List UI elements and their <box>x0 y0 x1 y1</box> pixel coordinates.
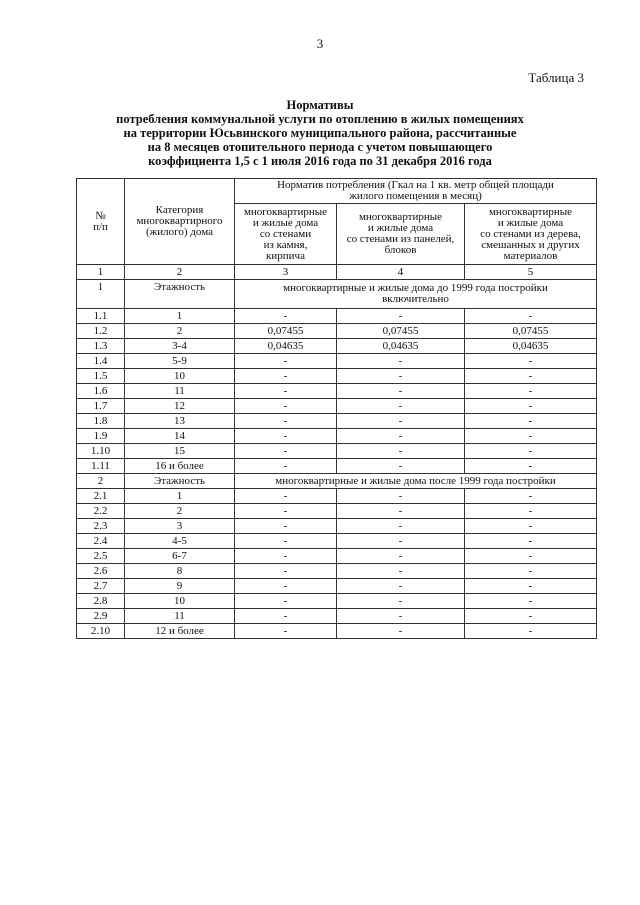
value-stone-brick: - <box>235 534 337 549</box>
value-wood-mixed: - <box>465 459 597 474</box>
row-number: 2.10 <box>77 624 125 639</box>
floors-count: 8 <box>125 564 235 579</box>
value-panel-block: - <box>337 444 465 459</box>
value-wood-mixed: - <box>465 594 597 609</box>
value-panel-block: - <box>337 609 465 624</box>
table-row <box>77 519 597 534</box>
value-wood-mixed: - <box>465 369 597 384</box>
table-row <box>77 399 597 414</box>
value-panel-block: - <box>337 624 465 639</box>
column-index-row <box>77 265 597 280</box>
column-index: 4 <box>337 265 465 280</box>
table-row <box>77 339 597 354</box>
value-panel-block: - <box>337 564 465 579</box>
value-stone-brick: - <box>235 459 337 474</box>
row-number: 2.4 <box>77 534 125 549</box>
title-line: на территории Юсьвинского муниципального района, рассчитанные <box>123 126 517 140</box>
value-panel-block: 0,07455 <box>337 324 465 339</box>
table-row <box>77 429 597 444</box>
group-label: многоквартирные и жилые дома до 1999 года постройки включительно <box>235 280 597 309</box>
value-stone-brick: - <box>235 444 337 459</box>
table-row <box>77 579 597 594</box>
value-stone-brick: 0,04635 <box>235 339 337 354</box>
row-number: 1.10 <box>77 444 125 459</box>
value-stone-brick: - <box>235 504 337 519</box>
title-line: коэффициента 1,5 с 1 июля 2016 года по 31 декабря 2016 года <box>148 154 492 168</box>
floors-count: 13 <box>125 414 235 429</box>
value-stone-brick: - <box>235 414 337 429</box>
value-wood-mixed: - <box>465 399 597 414</box>
floors-count: 2 <box>125 324 235 339</box>
table-row <box>77 564 597 579</box>
value-stone-brick: - <box>235 369 337 384</box>
floors-count: 12 <box>125 399 235 414</box>
row-number: 1.6 <box>77 384 125 399</box>
column-index: 1 <box>77 265 125 280</box>
value-wood-mixed: - <box>465 609 597 624</box>
value-wood-mixed: - <box>465 624 597 639</box>
value-wood-mixed: - <box>465 579 597 594</box>
floors-count: 15 <box>125 444 235 459</box>
value-wood-mixed: 0,07455 <box>465 324 597 339</box>
value-panel-block: - <box>337 384 465 399</box>
value-wood-mixed: - <box>465 444 597 459</box>
value-wood-mixed: 0,04635 <box>465 339 597 354</box>
table-row <box>77 504 597 519</box>
value-wood-mixed: - <box>465 429 597 444</box>
value-stone-brick: - <box>235 519 337 534</box>
value-wood-mixed: - <box>465 549 597 564</box>
value-wood-mixed: - <box>465 384 597 399</box>
value-stone-brick: - <box>235 609 337 624</box>
floors-count: 5-9 <box>125 354 235 369</box>
floors-count: 3-4 <box>125 339 235 354</box>
value-panel-block: - <box>337 354 465 369</box>
value-panel-block: - <box>337 429 465 444</box>
row-number: 1.2 <box>77 324 125 339</box>
group-num: 1 <box>77 280 125 309</box>
value-panel-block: - <box>337 309 465 324</box>
value-stone-brick: - <box>235 549 337 564</box>
value-stone-brick: - <box>235 594 337 609</box>
value-wood-mixed: - <box>465 309 597 324</box>
floors-count: 11 <box>125 609 235 624</box>
value-panel-block: 0,04635 <box>337 339 465 354</box>
table-row <box>77 324 597 339</box>
group-num: 2 <box>77 474 125 489</box>
value-panel-block: - <box>337 399 465 414</box>
value-panel-block: - <box>337 489 465 504</box>
value-stone-brick: - <box>235 399 337 414</box>
floors-count: 1 <box>125 309 235 324</box>
row-number: 1.1 <box>77 309 125 324</box>
header-col5: многоквартирные и жилые дома со стенами из дерева, смешанных и других материалов <box>465 204 597 265</box>
value-panel-block: - <box>337 504 465 519</box>
column-index: 3 <box>235 265 337 280</box>
floors-count: 11 <box>125 384 235 399</box>
table-row <box>77 489 597 504</box>
row-number: 2.7 <box>77 579 125 594</box>
group-header-row <box>77 474 597 489</box>
floors-count: 16 и более <box>125 459 235 474</box>
group-label: многоквартирные и жилые дома после 1999 года постройки <box>235 474 597 489</box>
header-norm-group: Норматив потребления (Гкал на 1 кв. метр общей площади жилого помещения в месяц) <box>235 179 597 204</box>
row-number: 2.5 <box>77 549 125 564</box>
table-row <box>77 459 597 474</box>
page-number: 3 <box>316 36 324 51</box>
row-number: 2.3 <box>77 519 125 534</box>
value-panel-block: - <box>337 369 465 384</box>
group-category: Этажность <box>125 280 235 309</box>
value-wood-mixed: - <box>465 534 597 549</box>
value-panel-block: - <box>337 549 465 564</box>
value-panel-block: - <box>337 594 465 609</box>
norms-table-body <box>77 179 597 639</box>
floors-count: 1 <box>125 489 235 504</box>
document-title <box>70 98 570 168</box>
floors-count: 3 <box>125 519 235 534</box>
header-num: № п/п <box>77 179 125 265</box>
header-category: Категория многоквартирного (жилого) дома <box>125 179 235 265</box>
table-row <box>77 414 597 429</box>
value-stone-brick: - <box>235 624 337 639</box>
value-stone-brick: - <box>235 354 337 369</box>
floors-count: 12 и более <box>125 624 235 639</box>
title-line: Нормативы <box>286 98 354 112</box>
value-wood-mixed: - <box>465 489 597 504</box>
row-number: 2.2 <box>77 504 125 519</box>
group-category: Этажность <box>125 474 235 489</box>
floors-count: 6-7 <box>125 549 235 564</box>
value-wood-mixed: - <box>465 414 597 429</box>
floors-count: 10 <box>125 594 235 609</box>
table-label: Таблица 3 <box>528 70 584 85</box>
row-number: 1.11 <box>77 459 125 474</box>
header-col3: многоквартирные и жилые дома со стенами из камня, кирпича <box>235 204 337 265</box>
value-wood-mixed: - <box>465 354 597 369</box>
floors-count: 4-5 <box>125 534 235 549</box>
value-wood-mixed: - <box>465 519 597 534</box>
table-row <box>77 309 597 324</box>
title-line: на 8 месяцев отопительного периода с учетом повышающего <box>147 140 493 154</box>
value-stone-brick: - <box>235 384 337 399</box>
table-row <box>77 549 597 564</box>
floors-count: 14 <box>125 429 235 444</box>
title-line: потребления коммунальной услуги по отоплению в жилых помещениях <box>116 112 524 126</box>
table-row <box>77 384 597 399</box>
row-number: 1.7 <box>77 399 125 414</box>
row-number: 2.1 <box>77 489 125 504</box>
row-number: 2.8 <box>77 594 125 609</box>
table-row <box>77 369 597 384</box>
row-number: 1.9 <box>77 429 125 444</box>
table-row <box>77 594 597 609</box>
value-stone-brick: - <box>235 564 337 579</box>
column-index: 2 <box>125 265 235 280</box>
row-number: 2.9 <box>77 609 125 624</box>
table-row <box>77 534 597 549</box>
floors-count: 10 <box>125 369 235 384</box>
row-number: 2.6 <box>77 564 125 579</box>
group-header-row <box>77 280 597 309</box>
table-row <box>77 444 597 459</box>
row-number: 1.5 <box>77 369 125 384</box>
value-panel-block: - <box>337 519 465 534</box>
table-row <box>77 354 597 369</box>
value-stone-brick: 0,07455 <box>235 324 337 339</box>
value-stone-brick: - <box>235 579 337 594</box>
value-wood-mixed: - <box>465 504 597 519</box>
row-number: 1.3 <box>77 339 125 354</box>
table-row <box>77 624 597 639</box>
value-panel-block: - <box>337 579 465 594</box>
value-panel-block: - <box>337 414 465 429</box>
column-index: 5 <box>465 265 597 280</box>
value-wood-mixed: - <box>465 564 597 579</box>
floors-count: 2 <box>125 504 235 519</box>
value-stone-brick: - <box>235 309 337 324</box>
norms-table <box>76 178 597 639</box>
table-row <box>77 609 597 624</box>
value-stone-brick: - <box>235 429 337 444</box>
value-panel-block: - <box>337 459 465 474</box>
header-col4: многоквартирные и жилые дома со стенами из панелей, блоков <box>337 204 465 265</box>
row-number: 1.8 <box>77 414 125 429</box>
row-number: 1.4 <box>77 354 125 369</box>
table-header-row <box>77 179 597 204</box>
floors-count: 9 <box>125 579 235 594</box>
value-panel-block: - <box>337 534 465 549</box>
value-stone-brick: - <box>235 489 337 504</box>
